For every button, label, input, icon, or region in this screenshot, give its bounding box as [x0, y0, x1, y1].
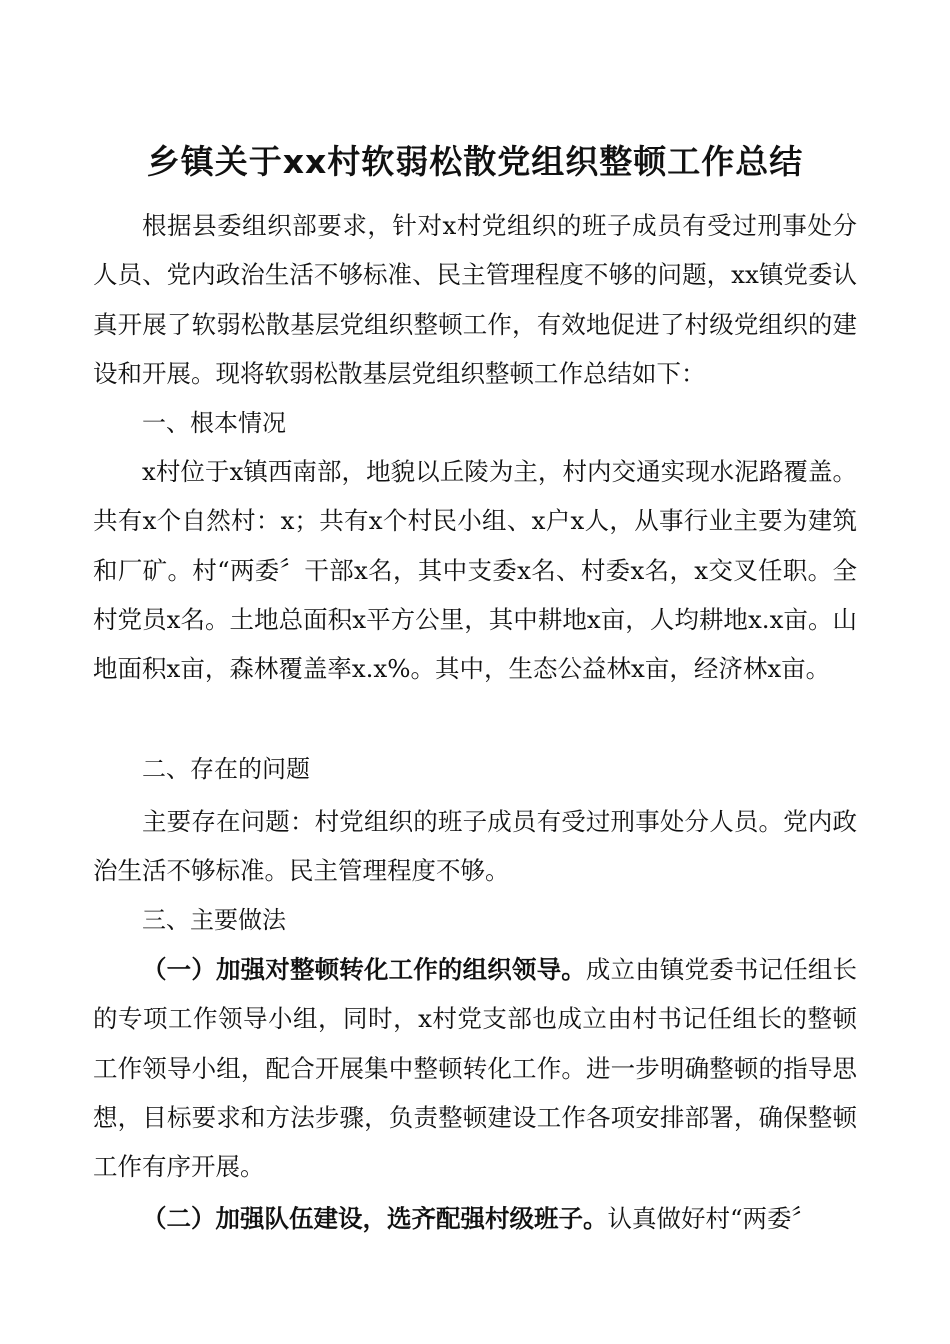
problems-paragraph: 主要存在问题：村党组织的班子成员有受过刑事处分人员。党内政治生活不够标准。民主管理程度不够。	[93, 807, 857, 886]
measure-2-lead: （二）加强队伍建设，选齐配强村级班子。	[142, 1204, 608, 1233]
section-heading-problems: 二、存在的问题	[142, 755, 310, 783]
section-heading-main-measures: 三、主要做法	[142, 906, 286, 934]
basic-situation-paragraph: x村位于x镇西南部，地貌以丘陵为主，村内交通实现水泥路覆盖。共有x个自然村：x；共有x个村民小组、x户x人，从事行业主要为建筑和厂矿。村“两委〞干部x名，其中支委x名、村委x名，x交叉任职。全村党员x名。土地总面积x平方公里，其中耕地x亩，人均耕地x.x亩。山地面积x亩，森林覆盖率x.x%。其中，生态公益林x亩，经济林x亩。	[93, 457, 857, 684]
intro-paragraph: 根据县委组织部要求，针对x村党组织的班子成员有受过刑事处分人员、党内政治生活不够标准、民主管理程度不够的问题，xx镇党委认真开展了软弱松散基层党组织整顿工作，有效地促进了村级党组织的建设和开展。现将软弱松散基层党组织整顿工作总结如下：	[93, 211, 857, 388]
section-heading-basic-situation: 一、根本情况	[142, 409, 286, 437]
measure-paragraph-1	[93, 945, 857, 1191]
page-title: 乡镇关于xx村软弱松散党组织整顿工作总结	[146, 142, 804, 181]
measure-1-body: 成立由镇党委书记任组长的专项工作领导小组，同时，x村党支部也成立由村书记任组长的整顿工作领导小组，配合开展集中整顿转化工作。进一步明确整顿的指导思想，目标要求和方法步骤，负责整顿建设工作各项安排部署，确保整顿工作有序开展。	[93, 955, 858, 1182]
measure-1-lead: （一）加强对整顿转化工作的组织领导。	[142, 955, 586, 984]
measure-paragraph-2	[93, 1194, 857, 1243]
measure-2-body: 认真做好村“两委〞	[607, 1204, 817, 1233]
